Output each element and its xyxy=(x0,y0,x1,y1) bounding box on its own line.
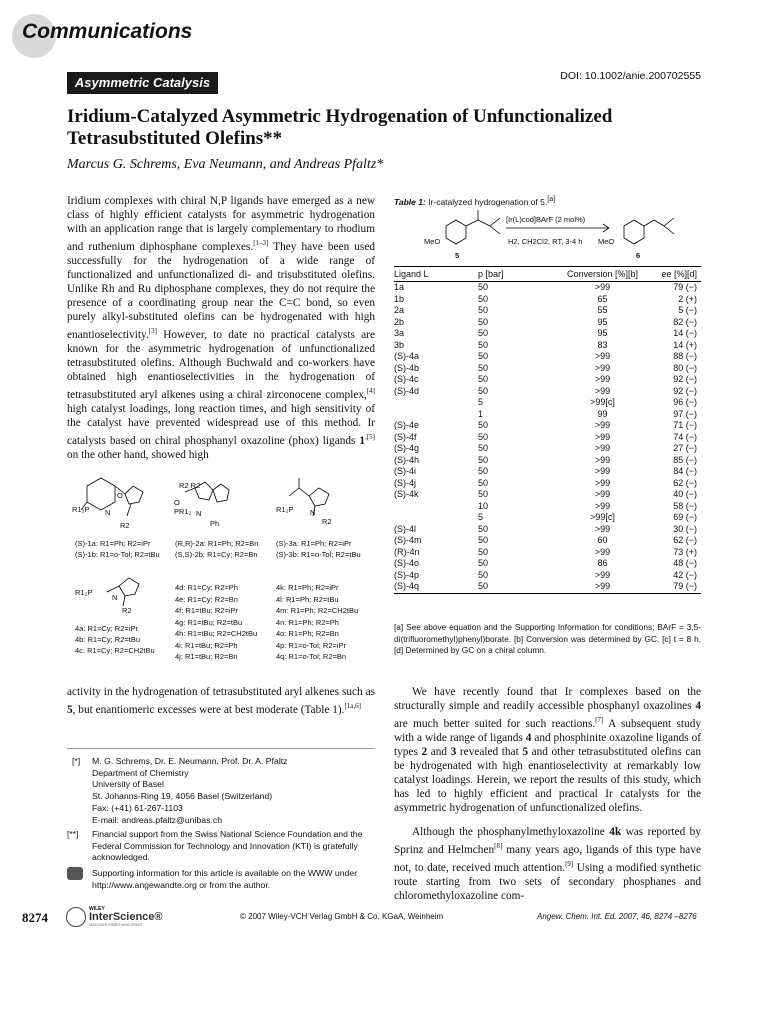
table-row xyxy=(394,409,701,421)
table-cell xyxy=(394,409,464,421)
compound-6: 6 xyxy=(636,251,641,260)
table-row xyxy=(394,317,701,329)
table-cell: 86 xyxy=(597,558,608,569)
table-cell: 5 (−) xyxy=(678,305,697,316)
table-cell: (S)-4m xyxy=(394,535,422,546)
table-cell: (S)-4b xyxy=(394,362,420,373)
table-cell: 50 xyxy=(464,581,550,593)
footnote-divider xyxy=(67,748,375,749)
table-cell: 50 xyxy=(478,443,489,454)
table-caption: Table 1: Ir-catalyzed hydrogenation of 5.[a] xyxy=(394,196,556,207)
col-ee: ee [%][d] xyxy=(655,267,701,282)
paragraph-intro: Iridium complexes with chiral N,P ligands have emerged as a new class of highly efficient catalysts for asymmetric hydrogenation with an application range that is largely complementary to rhodium and ruthenium diphosphane complexes.[1–3] They have been used successfully for the hydrogenation of a wide range of functionalized and unfunctionalized di- and trisubstituted olefins. Unlike Rh and Ru diphosphane complexes, they do not require the presence of a coordinating group near the C=C bond, so even purely alkyl-substituted olefins can be hydrogenated with high enantioselectivity.[3] However, to date no practical catalysts are known for the asymmetric hydrogenation of unfunctionalized tetrasubstituted olefins. Although Buchwald and co-workers have obtained high enantioselectivities in the hydrogenation of tetrasubstituted aryl alkenes using a chiral zirconocene complex,[4] high catalyst loadings, long reaction times, and high sensitivity of the catalyst have prevented widespread use of this method. Ir catalysts based on chiral phosphanyl oxazoline (phox) ligands $1^{,[5]}$ on the other hand, showed high xyxy=(67,195,375,461)
table-cell: 40 (−) xyxy=(673,489,697,500)
table-cell: (S)-4a xyxy=(394,351,420,362)
table-cell: >99 xyxy=(594,477,611,488)
table-row xyxy=(394,443,701,455)
atom-label: N xyxy=(112,593,118,602)
table-header-row xyxy=(394,267,701,282)
article-title: Iridium-Catalyzed Asymmetric Hydrogenation of Unfunctionalized Tetrasubstituted Olefins** xyxy=(67,106,613,149)
table-cell: 99 xyxy=(597,408,608,419)
table-row xyxy=(394,455,701,467)
table-cell: 58 (−) xyxy=(673,500,697,511)
table-row xyxy=(394,397,701,409)
table-cell: 73 (+) xyxy=(673,546,697,557)
atom-label: N xyxy=(105,508,111,517)
ligand-4b: 4b: R1=Cy; R2=tBu xyxy=(75,635,141,644)
paragraph-continued: activity in the hydrogenation of tetrasubstituted aryl alkenes such as 5, but enantiomeric excesses were at best moderate (Table 1).[1a,6] xyxy=(67,686,375,716)
ligand-list-right: 4k: R1=Ph; R2=iPr 4l: R1=Ph; R2=tBu 4m: R1=Ph; R2=CH2tBu 4n: R1=Ph; R2=Ph 4o: R1=Ph; R2=Bn 4p: R1=o-Tol; R2=iPr 4q: R1=o-Tol; R2=Bn xyxy=(276,583,359,661)
col-conversion: Conversion [%][b] xyxy=(550,267,655,282)
table-cell: 50 xyxy=(478,362,489,373)
table-cell: 50 xyxy=(478,477,489,488)
table-cell: >99 xyxy=(594,282,611,292)
conditions-reagent: [Ir(L)cod]BArF (2 mol%) xyxy=(506,215,586,224)
supporting-info-note: Supporting information for this article is available on the WWW under http://www.angewandte.org or from the author. xyxy=(92,868,358,890)
ligand-list-mid: 4d: R1=Cy; R2=Ph 4e: R1=Cy; R2=Bn 4f: R1=tBu; R2=iPr 4g: R1=tBu; R2=tBu 4h: R1=tBu; R2=CH2tBu 4i: R1=tBu; R2=Ph 4j: R1=tBu; R2=Bn xyxy=(175,583,258,661)
ligand-4c: 4c: R1=Cy; R2=CH2tBu xyxy=(75,646,155,655)
doi[interactable]: DOI: 10.1002/anie.200702555 xyxy=(560,70,701,82)
table-row xyxy=(394,547,701,559)
compound-5: 5 xyxy=(455,251,460,260)
table-cell: 1 xyxy=(478,408,484,419)
atom-label: N xyxy=(310,508,316,517)
table-cell: 69 (−) xyxy=(673,512,697,523)
table-cell: 65 xyxy=(597,293,608,304)
table-row xyxy=(394,524,701,536)
footnote-mark: [**] xyxy=(67,829,79,839)
table-cell: 5 xyxy=(478,397,484,408)
table-row xyxy=(394,570,701,582)
authors: Marcus G. Schrems, Eva Neumann, and Andreas Pfaltz* xyxy=(67,157,384,172)
table-cell: (S)-4h xyxy=(394,454,420,465)
col-pressure: p [bar] xyxy=(464,267,550,282)
atom-label: R2 xyxy=(322,517,332,526)
table-cell xyxy=(394,397,464,409)
table-cell: 92 (−) xyxy=(673,374,697,385)
atom-label: R2 xyxy=(120,521,130,530)
atom-label: N xyxy=(196,509,202,518)
topic-banner: Asymmetric Catalysis xyxy=(67,72,218,94)
table-cell: (R)-4n xyxy=(394,546,420,557)
table-cell: 80 (−) xyxy=(673,362,697,373)
methoxy-label: MeO xyxy=(598,237,615,246)
ligand-2a: (R,R)-2a: R1=Ph; R2=Bn xyxy=(175,539,259,548)
table-cell: 3b xyxy=(394,339,405,350)
table-row xyxy=(394,305,701,317)
atom-label: Ph xyxy=(210,519,220,528)
table-cell: >99 xyxy=(594,362,611,373)
table-cell: 14 (+) xyxy=(673,339,697,350)
ligand-2b: (S,S)-2b: R1=Cy; R2=Bn xyxy=(175,550,258,559)
table-row xyxy=(394,351,701,363)
table-cell: >99 xyxy=(594,454,611,465)
table-cell: >99 xyxy=(594,489,611,500)
table-cell: 2a xyxy=(394,305,405,316)
ligand-4a: 4a: R1=Cy; R2=iPr xyxy=(75,624,138,633)
table-cell: 50 xyxy=(478,351,489,362)
table-cell: 74 (−) xyxy=(673,431,697,442)
table-cell: 50 xyxy=(478,339,489,350)
table-row xyxy=(394,328,701,340)
col-ligand: Ligand L xyxy=(394,267,464,282)
table-cell: 30 (−) xyxy=(673,523,697,534)
table-cell: 60 xyxy=(597,535,608,546)
table-row xyxy=(394,558,701,570)
table-cell: 50 xyxy=(478,466,489,477)
table-row xyxy=(394,535,701,547)
table-row xyxy=(394,466,701,478)
table-cell: 1b xyxy=(394,293,405,304)
table-cell: 50 xyxy=(478,282,489,292)
table-cell: 79 (−) xyxy=(655,581,701,593)
table-row xyxy=(394,581,701,593)
table-cell: >99 xyxy=(550,581,655,593)
table-cell: (S)-4k xyxy=(394,489,419,500)
globe-icon xyxy=(66,907,86,927)
table-cell: >99 xyxy=(594,431,611,442)
table-row xyxy=(394,363,701,375)
table-cell: 48 (−) xyxy=(673,558,697,569)
table-cell: >99[c] xyxy=(590,512,615,523)
table-cell: 50 xyxy=(478,523,489,534)
table-cell: >99 xyxy=(594,351,611,362)
table-footnote: [a] See above equation and the Supporting Information for conditions; BArF = 3,5-di(trifluoromethyl)phenyl)borate. [b] Conversion was determined by GC. [c] t = 8 h. [d] Determined by GC on a chiral column. xyxy=(394,622,701,656)
table-row xyxy=(394,501,701,513)
atom-label: PR1₂ xyxy=(174,507,192,516)
footnote-mark: [*] xyxy=(72,756,81,766)
conditions-solvent: H2, CH2Cl2, RT, 3-4 h xyxy=(508,237,583,246)
table-cell: 62 (−) xyxy=(673,535,697,546)
table-cell: 2 (+) xyxy=(678,293,697,304)
table-cell: (S)-4l xyxy=(394,523,416,534)
table-row xyxy=(394,432,701,444)
ligand-1b: (S)-1b: R1=o-Tol; R2=tBu xyxy=(75,550,160,559)
publisher-logo[interactable]: WILEY InterScience® DISCOVER SOMETHING GREAT xyxy=(66,906,163,927)
table-cell: 50 xyxy=(478,546,489,557)
table-cell: 92 (−) xyxy=(673,385,697,396)
table-cell: 50 xyxy=(478,569,489,580)
table-cell: >99 xyxy=(594,569,611,580)
section-title: Communications xyxy=(22,20,193,43)
table-cell: >99 xyxy=(594,546,611,557)
table-cell: 97 (−) xyxy=(673,408,697,419)
table-cell: 50 xyxy=(478,316,489,327)
table-cell: (S)-4c xyxy=(394,374,419,385)
table-cell: 95 xyxy=(597,316,608,327)
table-cell: 71 (−) xyxy=(673,420,697,431)
table-cell: >99 xyxy=(594,385,611,396)
table-cell xyxy=(394,512,464,524)
table-cell: 50 xyxy=(478,385,489,396)
email-link[interactable]: E-mail: andreas.pfaltz@unibas.ch xyxy=(92,814,223,825)
table-cell: (S)-4q xyxy=(394,581,464,593)
methoxy-label: MeO xyxy=(424,237,441,246)
table-cell: (S)-4o xyxy=(394,558,420,569)
table-cell: 50 xyxy=(478,431,489,442)
table-cell: 50 xyxy=(478,328,489,339)
atom-label: O xyxy=(117,491,123,500)
table-cell: 14 (−) xyxy=(673,328,697,339)
atom-label: R1₂P xyxy=(72,505,90,514)
table-cell: (S)-4i xyxy=(394,466,416,477)
table-cell: (S)-4e xyxy=(394,420,420,431)
table-cell: 84 (−) xyxy=(673,466,697,477)
table-cell: 27 (−) xyxy=(673,443,697,454)
table-cell: 3a xyxy=(394,328,405,339)
paragraph-synthesis: Although the phosphanylmethyloxazoline 4k was reported by Sprinz and Helmchen[8] many years ago, ligands of this type have not, to date, received much attention.[9] Using a modified synthetic route starting from two sets of secondary phosphanes and chloromethyloxazoline com- xyxy=(394,826,701,902)
funding-note: Financial support from the Swiss National Science Foundation and the Federal Commission for Technology and Innovation (KTI) is gratefully acknowledged. xyxy=(92,829,363,863)
table-cell: 2b xyxy=(394,316,405,327)
table-cell: 50 xyxy=(478,489,489,500)
results-table xyxy=(394,266,701,594)
table-cell: 42 (−) xyxy=(673,569,697,580)
table-cell: 82 (−) xyxy=(673,316,697,327)
table-cell: 85 (−) xyxy=(673,454,697,465)
table-cell: >99 xyxy=(594,443,611,454)
ligand-3a: (S)-3a: R1=Ph; R2=iPr xyxy=(276,539,352,548)
table-cell: 88 (−) xyxy=(673,351,697,362)
atom-label: O xyxy=(174,498,180,507)
author-address: M. G. Schrems, Dr. E. Neumann, Prof. Dr. A. Pfaltz Department of Chemistry University of Basel St. Johanns-Ring 19, 4056 Basel (Switzerland) Fax: (+41) 61-267-1103 E-mail: andreas.pfaltz@unibas.ch xyxy=(92,756,375,826)
table-cell: 5 xyxy=(478,512,484,523)
table-row xyxy=(394,374,701,386)
supporting-info-icon xyxy=(67,867,83,880)
atom-label: R2 xyxy=(122,606,132,615)
table-row xyxy=(394,489,701,501)
table-cell: 79 (−) xyxy=(673,282,697,292)
table-cell: >99 xyxy=(594,420,611,431)
table-cell xyxy=(394,501,464,513)
ligand-1a: (S)-1a: R1=Ph; R2=iPr xyxy=(75,539,151,548)
table-row xyxy=(394,420,701,432)
table-cell: >99 xyxy=(594,523,611,534)
atom-label: R1₂P xyxy=(75,588,93,597)
table-cell: 50 xyxy=(478,293,489,304)
table-cell: 50 xyxy=(478,558,489,569)
table-cell: 10 xyxy=(478,500,489,511)
atom-label: R2 R2 xyxy=(179,481,201,490)
table-cell: 50 xyxy=(478,454,489,465)
table-cell: 62 (−) xyxy=(673,477,697,488)
table-cell: >99 xyxy=(594,500,611,511)
table-cell: (S)-4d xyxy=(394,385,420,396)
ligand-3b: (S)-3b: R1=o-Tol; R2=tBu xyxy=(276,550,361,559)
table-row xyxy=(394,386,701,398)
table-row xyxy=(394,282,701,294)
table-row xyxy=(394,340,701,352)
table-cell: 96 (−) xyxy=(673,397,697,408)
table-cell: (S)-4f xyxy=(394,431,417,442)
table-cell: 50 xyxy=(478,535,489,546)
table-cell: 50 xyxy=(478,305,489,316)
table-cell: 50 xyxy=(478,374,489,385)
table-row xyxy=(394,512,701,524)
table-cell: (S)-4j xyxy=(394,477,416,488)
table-cell: 55 xyxy=(597,305,608,316)
table-cell: >99 xyxy=(594,374,611,385)
table-cell: (S)-4g xyxy=(394,443,420,454)
atom-label: R1₂P xyxy=(276,505,294,514)
copyright: © 2007 Wiley-VCH Verlag GmbH & Co. KGaA, Weinheim xyxy=(240,912,444,921)
journal-citation: Angew. Chem. Int. Ed. 2007, 46, 8274 –8276 xyxy=(537,912,697,921)
table-cell: 1a xyxy=(394,282,405,292)
table-cell: >99[c] xyxy=(590,397,615,408)
table-cell: 50 xyxy=(478,420,489,431)
table-row xyxy=(394,294,701,306)
table-cell: >99 xyxy=(594,466,611,477)
table-cell: 83 xyxy=(597,339,608,350)
table-cell: 95 xyxy=(597,328,608,339)
table-row xyxy=(394,478,701,490)
reaction-scheme xyxy=(394,204,701,264)
paragraph-findings: We have recently found that Ir complexes based on the structurally simple and readily accessible phosphanyl oxazolines 4 are much better suited for such reactions.[7] A subsequent study with a wide range of ligands 4 and phosphinite oxazoline ligands of types 2 and 3 revealed that 5 and other tetrasubstituted olefins can be hydrogenated with high enantioselectivity at remarkably low catalyst loadings. Herein, we report the results of this study, which has led to highly efficient and practical Ir catalysts for the asymmetric hydrogenation of unfunctionalized olefins. xyxy=(394,686,702,815)
page-number: 8274 xyxy=(22,910,48,925)
table-cell: (S)-4p xyxy=(394,569,420,580)
